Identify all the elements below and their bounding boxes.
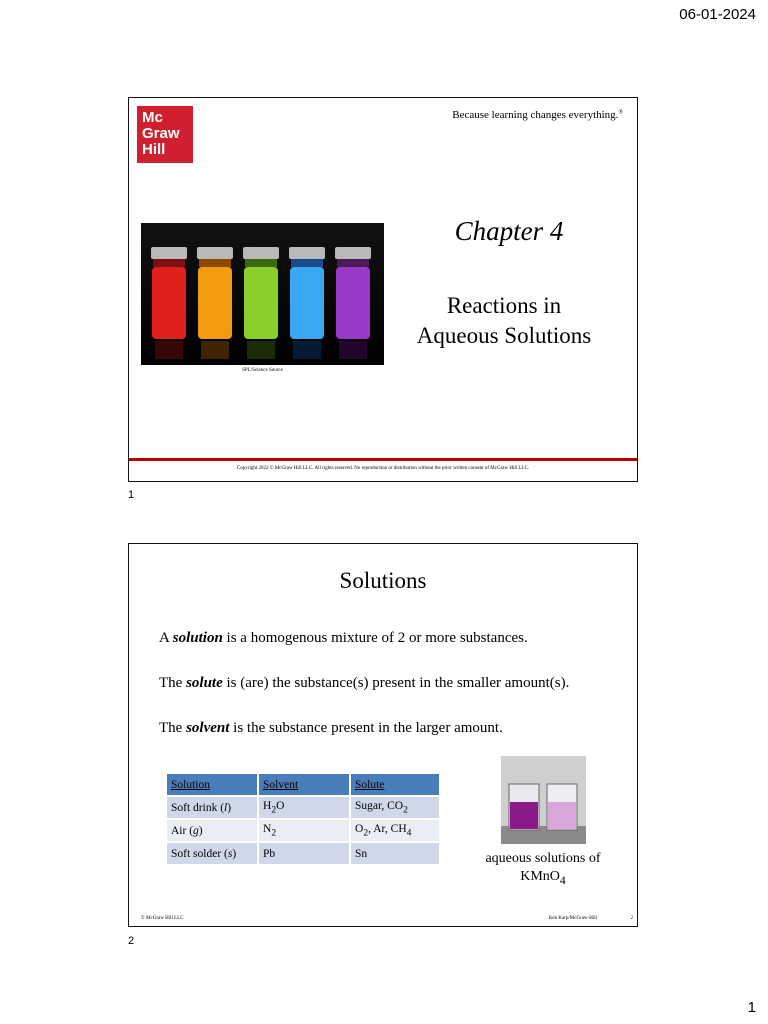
vial-orange <box>197 247 233 359</box>
vial-green <box>243 247 279 359</box>
term-solvent: solvent <box>186 720 230 736</box>
subtitle-line-1: Reactions in <box>446 293 562 318</box>
tagline-text: Because learning changes everything. <box>452 109 619 121</box>
slide-title: Solutions <box>339 568 427 593</box>
beaker-light <box>547 784 577 830</box>
beaker-dark <box>509 784 539 830</box>
definition-solute: The solute is (are) the substance(s) present in the smaller amount(s). <box>159 675 570 691</box>
image-credit: SPL/Science Source <box>242 368 283 373</box>
table-cell: Soft drink (l) <box>167 796 258 819</box>
chapter-title: Chapter 4 <box>454 216 564 246</box>
colored-vials-image <box>141 223 384 365</box>
slide-footer-number: 2 <box>630 916 633 921</box>
vial-blue <box>289 247 325 359</box>
slide-number-2: 2 <box>128 935 135 947</box>
table-cell: Sn <box>350 842 440 865</box>
slide-footer-credit: Ken Karp/McGraw-Hill <box>548 916 597 921</box>
header-solute: Solute <box>350 774 440 796</box>
subtitle-line-2: Aqueous Solutions <box>416 323 592 348</box>
header-solvent: Solvent <box>258 774 350 796</box>
term-solute: solute <box>186 675 223 691</box>
image-caption <box>472 850 614 890</box>
table-cell: Pb <box>258 842 350 865</box>
chapter-subtitle <box>389 291 619 351</box>
table-row <box>167 819 440 842</box>
slide-1 <box>128 97 638 482</box>
table-cell: $N_2$ <box>258 819 350 842</box>
vial-red <box>151 247 187 359</box>
registered-mark: ® <box>618 109 623 116</box>
table-cell: Air (g) <box>167 819 258 842</box>
mcgraw-hill-logo <box>137 106 193 163</box>
caption-line-2: KMnO$_4$ <box>520 869 566 887</box>
definition-solvent: The solvent is the substance present in the larger amount. <box>159 720 503 736</box>
table-cell: Soft solder (s) <box>167 842 258 865</box>
footer-divider <box>129 458 637 461</box>
term-solution: solution <box>172 630 223 646</box>
tagline <box>452 109 623 121</box>
slide-2 <box>128 543 638 927</box>
kmno4-beakers-image <box>501 756 586 844</box>
table-cell: $O_2$, Ar, $CH_4$ <box>350 819 440 842</box>
page-number: 1 <box>747 999 756 1016</box>
vial-purple <box>335 247 371 359</box>
page-date: 06-01-2024 <box>679 6 756 23</box>
solutions-table <box>167 774 441 866</box>
caption-line-1: aqueous solutions of <box>485 851 601 866</box>
copyright-text: Copyright 2022 © McGraw Hill LLC. All rights reserved. No reproduction or distribution without the prior written consent of McGraw Hill LLC. <box>236 466 530 471</box>
table-header-row <box>167 774 440 796</box>
header-solution: Solution <box>167 774 258 796</box>
logo-text-hill: Hill <box>142 141 166 158</box>
slide-number-1: 1 <box>128 489 135 501</box>
slide-footer-left: © McGraw Hill LLC <box>141 916 184 921</box>
logo-text-graw: Graw <box>142 125 180 142</box>
definition-solution: A solution is a homogenous mixture of 2 or more substances. <box>159 630 528 646</box>
logo-text-mc: Mc <box>142 109 163 126</box>
table-row <box>167 796 440 819</box>
table-row <box>167 842 440 865</box>
table-cell: Sugar, $CO_2$ <box>350 796 440 819</box>
table-cell: $H_2O$ <box>258 796 350 819</box>
